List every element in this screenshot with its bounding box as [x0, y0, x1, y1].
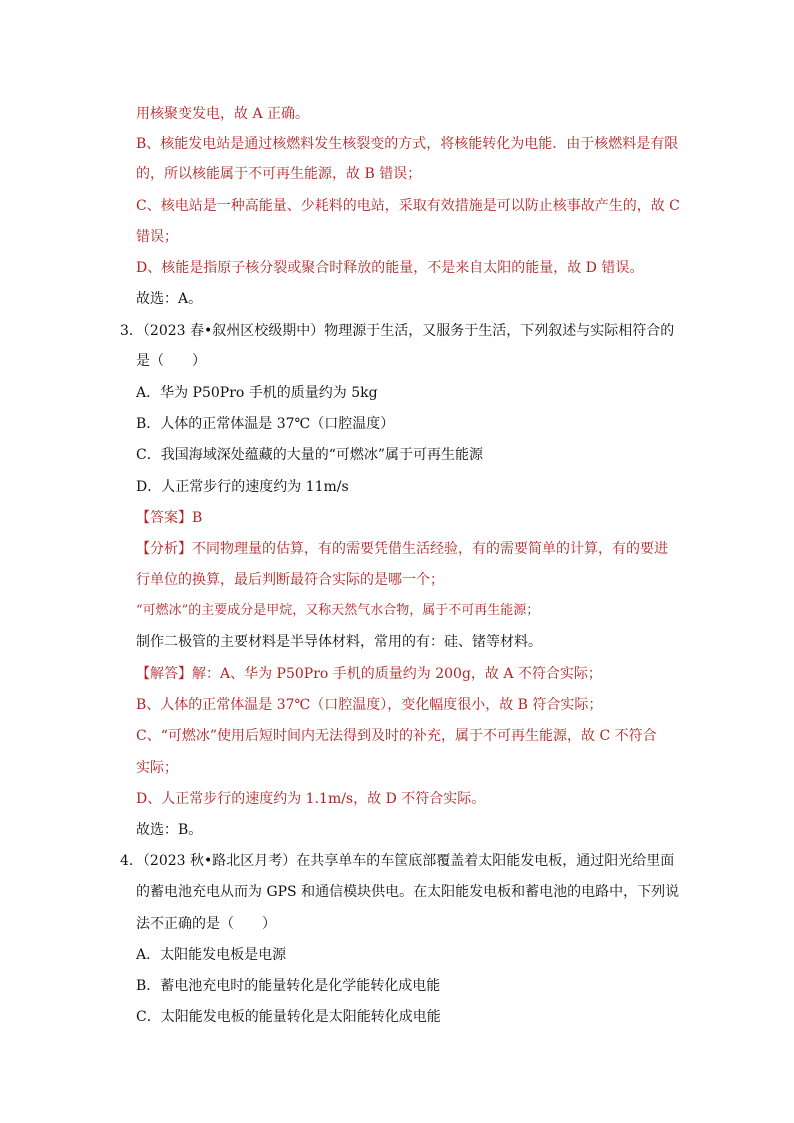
q3-solution-c-line2: 实际； [136, 760, 178, 776]
q4-option-b: B．蓄电池充电时的能量转化是化学能转化成电能 [136, 978, 441, 994]
q2-solution-c-line2: 错误； [136, 229, 178, 245]
q4-option-a: A．太阳能发电板是电源 [136, 947, 287, 963]
q3-solution-b: B、人体的正常体温是 37℃（口腔温度），变化幅度很小，故 B 符合实际； [136, 697, 603, 713]
q4-stem-line1: 4．（2023 秋•路北区月考）在共享单车的车筐底部覆盖着太阳能发电板，通过阳光给里面 [120, 853, 675, 869]
q3-solution-a: 【解答】解：A、华为 P50Pro 手机的质量约为 200g，故 A 不符合实际； [136, 666, 602, 682]
q3-solution-d: D、人正常步行的速度约为 1.1m/s，故 D 不符合实际。 [136, 791, 486, 807]
q3-analysis-line2: 行单位的换算，最后判断最符合实际的是哪一个； [136, 572, 444, 588]
q3-analysis-line1: 【分析】不同物理量的估算，有的需要凭借生活经验，有的需要简单的计算，有的要进 [136, 541, 668, 557]
q3-option-b: B．人体的正常体温是 37℃（口腔温度） [136, 416, 395, 432]
q2-solution-b-line1: B、核能发电站是通过核燃料发生核裂变的方式，将核能转化为电能．由于核燃料是有限 [136, 136, 679, 152]
q3-solution-c-line1: C、“可燃冰”使用后短时间内无法得到及时的补充，属于不可再生能源，故 C 不符合 [136, 728, 657, 744]
q2-solution-d-line: D、核能是指原子核分裂或聚合时释放的能量，不是来自太阳的能量，故 D 错误。 [136, 260, 644, 276]
q3-analysis-line4: 制作二极管的主要材料是半导体材料，常用的有：硅、锗等材料。 [136, 634, 542, 650]
q3-answer: 【答案】B [136, 510, 203, 526]
q3-option-c: C．我国海域深处蕴藏的大量的“可燃冰”属于可再生能源 [136, 447, 484, 463]
q3-option-a: A．华为 P50Pro 手机的质量约为 5kg [136, 385, 378, 401]
q3-analysis-line3: “可燃冰”的主要成分是甲烷，又称天然气水合物，属于不可再生能源； [136, 603, 540, 618]
q3-stem-line1: 3．（2023 春•叙州区校级期中）物理源于生活，又服务于生活，下列叙述与实际相符合的 [120, 323, 675, 339]
q4-option-c: C．太阳能发电板的能量转化是太阳能转化成电能 [136, 1009, 441, 1025]
q3-choice: 故选：B。 [136, 822, 203, 838]
q3-option-d: D．人正常步行的速度约为 11m/s [136, 479, 349, 495]
q2-solution-b-line2: 的，所以核能属于不可再生能源，故 B 错误； [136, 166, 422, 182]
q2-solution-c-line1: C、核电站是一种高能量、少耗料的电站，采取有效措施是可以防止核事故产生的，故 C [136, 198, 680, 214]
q3-stem-line2: 是（ ） [136, 353, 206, 369]
q2-solution-line: 用核聚变发电，故 A 正确。 [136, 106, 310, 122]
q2-choice: 故选：A。 [136, 291, 203, 307]
q4-stem-line3: 法不正确的是（ ） [136, 916, 276, 932]
q4-stem-line2: 的蓄电池充电从而为 GPS 和通信模块供电。在太阳能发电板和蓄电池的电路中，下列说 [136, 884, 680, 900]
